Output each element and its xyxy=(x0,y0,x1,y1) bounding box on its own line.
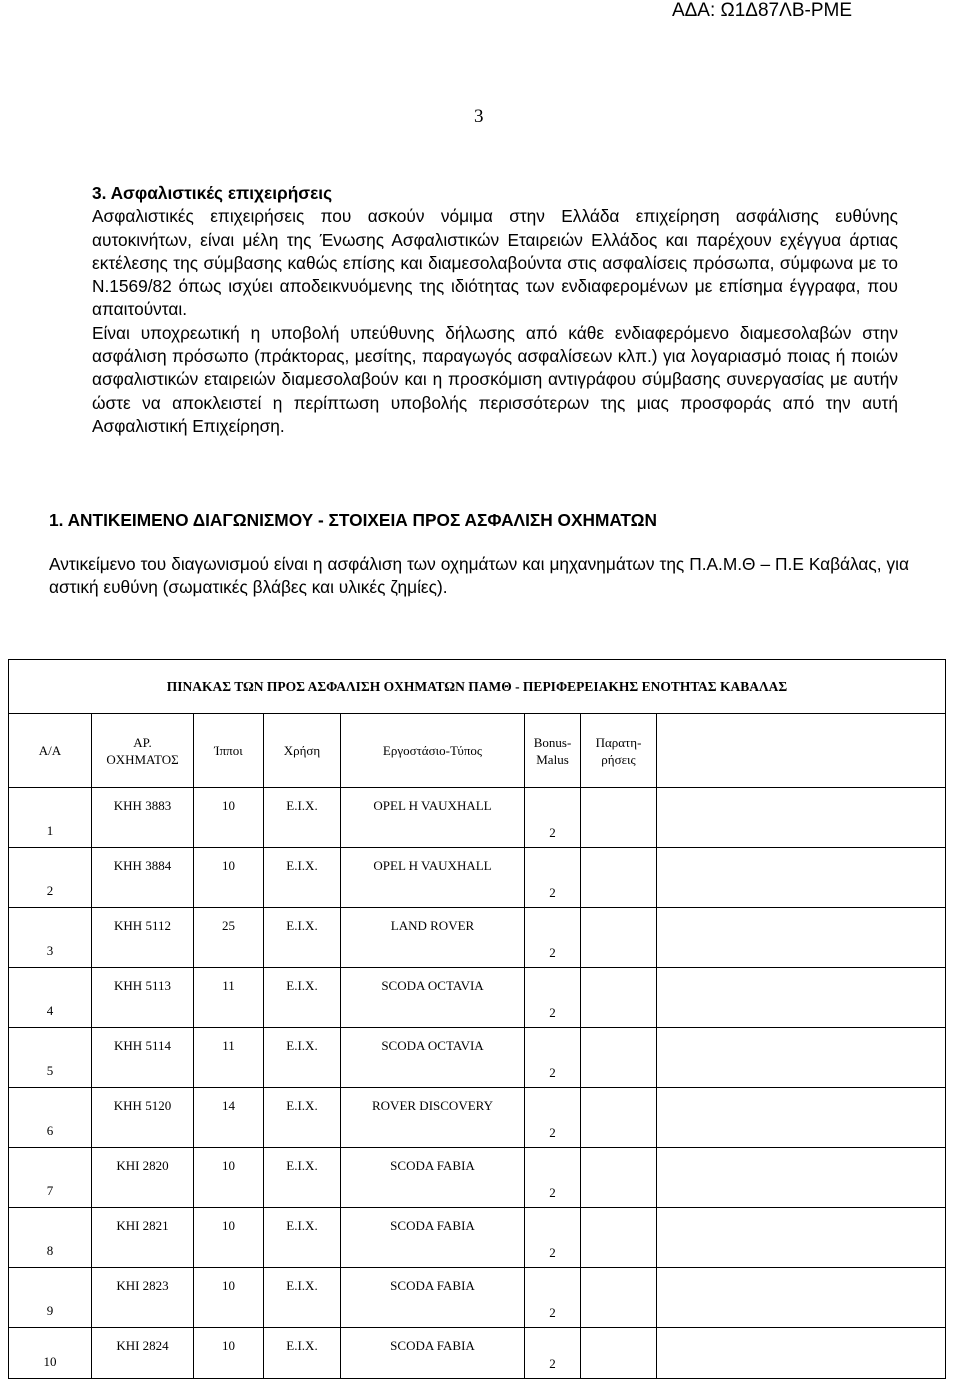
cell-hp: 14 xyxy=(194,1088,264,1148)
header-use: Χρήση xyxy=(264,714,341,788)
cell-plate: ΚΗΗ 5113 xyxy=(92,968,194,1028)
cell-use: Ε.Ι.Χ. xyxy=(264,1328,341,1379)
section-tender-object xyxy=(49,509,909,599)
cell-plate: ΚΗΙ 2824 xyxy=(92,1328,194,1379)
cell-use: Ε.Ι.Χ. xyxy=(264,1268,341,1328)
cell-use: Ε.Ι.Χ. xyxy=(264,848,341,908)
cell-hp: 10 xyxy=(194,1328,264,1379)
page-number: 3 xyxy=(474,106,484,127)
header-empty xyxy=(657,714,946,788)
cell-make: SCODA OCTAVIA xyxy=(341,968,525,1028)
cell-empty xyxy=(657,908,946,968)
cell-empty xyxy=(657,788,946,848)
cell-notes xyxy=(581,848,657,908)
paragraph: Ασφαλιστικές επιχειρήσεις που ασκούν νόμιμα στην Ελλάδα επιχείρηση ασφάλισης ευθύνης αυτοκινήτων, είναι μέλη της Ένωσης Ασφαλιστικών Εταιρειών Ελλάδος και παρέχουν εχέγγυα άρτιας εκτέλεσης της σύμβασης καθώς επίσης και διαμεσολαβούντα στις ασφαλίσεις πρόσωπα, σύμφωνα με το Ν.1569/82 όπως ισχύει αποδεικνυόμενης της ιδιότητας των ενδιαφερομένων με επίσημα έγγραφα, που απαιτούνται. xyxy=(92,206,898,320)
table-title: ΠΙΝΑΚΑΣ ΤΩΝ ΠΡΟΣ ΑΣΦΑΛΙΣΗ ΟΧΗΜΑΤΩΝ ΠΑΜΘ - ΠΕΡΙΦΕΡΕΙΑΚΗΣ ΕΝΟΤΗΤΑΣ ΚΑΒΑΛΑΣ xyxy=(9,660,946,714)
cell-use: Ε.Ι.Χ. xyxy=(264,1208,341,1268)
cell-bonus-malus: 2 xyxy=(525,1028,581,1088)
ada-code: ΑΔΑ: Ω1Δ87ΛΒ-ΡΜΕ xyxy=(671,0,852,21)
cell-make: OPEL H VAUXHALL xyxy=(341,788,525,848)
cell-bonus-malus: 2 xyxy=(525,1268,581,1328)
cell-aa: 8 xyxy=(9,1208,92,1268)
cell-make: SCODA FABIA xyxy=(341,1328,525,1379)
cell-aa: 3 xyxy=(9,908,92,968)
cell-make: LAND ROVER xyxy=(341,908,525,968)
cell-use: Ε.Ι.Χ. xyxy=(264,788,341,848)
cell-make: SCODA FABIA xyxy=(341,1208,525,1268)
cell-bonus-malus: 2 xyxy=(525,848,581,908)
header-bonus-malus: Bonus- Malus xyxy=(525,714,581,788)
cell-plate: ΚΗΗ 5112 xyxy=(92,908,194,968)
cell-aa: 6 xyxy=(9,1088,92,1148)
cell-make: ROVER DISCOVERY xyxy=(341,1088,525,1148)
cell-notes xyxy=(581,1268,657,1328)
paragraph: Είναι υποχρεωτική η υποβολή υπεύθυνης δήλωσης από κάθε ενδιαφερόμενο διαμεσολαβών στην ασφάλιση πρόσωπο (πράκτορας, μεσίτης, παραγωγός ασφαλίσεων κλπ.) για λογαριασμό ποιας ή ποιών ασφαλιστικών εταιρειών διαμεσολαβούν και η προσκόμιση αντιγράφου σύμβασης συνεργασίας με αυτήν ώστε να αποκλειστεί η περίπτωση υποβολής περισσότερων της μιας προσφοράς από την αυτή Ασφαλιστική Επιχείρηση. xyxy=(92,322,898,436)
cell-empty xyxy=(657,1268,946,1328)
table-row xyxy=(9,968,946,1028)
cell-empty xyxy=(657,1328,946,1379)
cell-bonus-malus: 2 xyxy=(525,1088,581,1148)
cell-plate: ΚΗΗ 5114 xyxy=(92,1028,194,1088)
cell-notes xyxy=(581,1028,657,1088)
cell-hp: 25 xyxy=(194,908,264,968)
cell-notes xyxy=(581,908,657,968)
header-aa: Α/Α xyxy=(9,714,92,788)
cell-plate: ΚΗΙ 2823 xyxy=(92,1268,194,1328)
header-make: Εργοστάσιο-Τύπος xyxy=(341,714,525,788)
header-hp: Ίπποι xyxy=(194,714,264,788)
cell-use: Ε.Ι.Χ. xyxy=(264,1088,341,1148)
cell-hp: 10 xyxy=(194,848,264,908)
table-row xyxy=(9,1208,946,1268)
cell-hp: 11 xyxy=(194,1028,264,1088)
cell-bonus-malus: 2 xyxy=(525,1208,581,1268)
cell-aa: 5 xyxy=(9,1028,92,1088)
table-row xyxy=(9,788,946,848)
cell-notes xyxy=(581,1088,657,1148)
cell-notes xyxy=(581,1208,657,1268)
table-row xyxy=(9,1028,946,1088)
cell-bonus-malus: 2 xyxy=(525,908,581,968)
cell-plate: ΚΗΗ 3883 xyxy=(92,788,194,848)
cell-plate: ΚΗΗ 3884 xyxy=(92,848,194,908)
cell-use: Ε.Ι.Χ. xyxy=(264,1028,341,1088)
cell-use: Ε.Ι.Χ. xyxy=(264,1148,341,1208)
header-plate: ΑΡ. ΟΧΗΜΑΤΟΣ xyxy=(92,714,194,788)
table-title-row xyxy=(9,660,946,714)
cell-aa: 4 xyxy=(9,968,92,1028)
cell-make: SCODA OCTAVIA xyxy=(341,1028,525,1088)
section-title: 1. ΑΝΤΙΚΕΙΜΕΝΟ ΔΙΑΓΩΝΙΣΜΟΥ - ΣΤΟΙΧΕΙΑ ΠΡΟΣ ΑΣΦΑΛΙΣΗ ΟΧΗΜΑΤΩΝ xyxy=(49,510,658,530)
cell-make: OPEL H VAUXHALL xyxy=(341,848,525,908)
cell-hp: 10 xyxy=(194,788,264,848)
cell-empty xyxy=(657,1148,946,1208)
paragraph: Αντικείμενο του διαγωνισμού είναι η ασφάλιση των οχημάτων και μηχανημάτων της Π.Α.Μ.Θ – Π.Ε Καβάλας, για αστική ευθύνη (σωματικές βλάβες και υλικές ζημίες). xyxy=(49,554,909,597)
table-row xyxy=(9,908,946,968)
cell-aa: 2 xyxy=(9,848,92,908)
cell-empty xyxy=(657,968,946,1028)
cell-notes xyxy=(581,968,657,1028)
cell-use: Ε.Ι.Χ. xyxy=(264,968,341,1028)
cell-aa: 7 xyxy=(9,1148,92,1208)
cell-aa: 10 xyxy=(9,1328,92,1379)
cell-notes xyxy=(581,1328,657,1379)
cell-bonus-malus: 2 xyxy=(525,968,581,1028)
section-insurance-companies xyxy=(92,182,898,438)
cell-make: SCODA FABIA xyxy=(341,1268,525,1328)
cell-hp: 10 xyxy=(194,1148,264,1208)
cell-plate: ΚΗΗ 5120 xyxy=(92,1088,194,1148)
vehicles-table xyxy=(8,659,946,1379)
cell-hp: 11 xyxy=(194,968,264,1028)
header-notes: Παρατη- ρήσεις xyxy=(581,714,657,788)
cell-hp: 10 xyxy=(194,1208,264,1268)
cell-aa: 9 xyxy=(9,1268,92,1328)
cell-empty xyxy=(657,1088,946,1148)
cell-notes xyxy=(581,788,657,848)
table-row xyxy=(9,848,946,908)
cell-bonus-malus: 2 xyxy=(525,1328,581,1379)
cell-hp: 10 xyxy=(194,1268,264,1328)
table-header-row xyxy=(9,714,946,788)
cell-bonus-malus: 2 xyxy=(525,788,581,848)
table-row xyxy=(9,1148,946,1208)
table-row xyxy=(9,1088,946,1148)
cell-bonus-malus: 2 xyxy=(525,1148,581,1208)
cell-empty xyxy=(657,1028,946,1088)
cell-plate: ΚΗΙ 2820 xyxy=(92,1148,194,1208)
cell-aa: 1 xyxy=(9,788,92,848)
table-row xyxy=(9,1268,946,1328)
cell-use: Ε.Ι.Χ. xyxy=(264,908,341,968)
section-title: 3. Ασφαλιστικές επιχειρήσεις xyxy=(92,183,333,203)
table-row xyxy=(9,1328,946,1379)
cell-plate: ΚΗΙ 2821 xyxy=(92,1208,194,1268)
cell-make: SCODA FABIA xyxy=(341,1148,525,1208)
cell-notes xyxy=(581,1148,657,1208)
cell-empty xyxy=(657,848,946,908)
cell-empty xyxy=(657,1208,946,1268)
